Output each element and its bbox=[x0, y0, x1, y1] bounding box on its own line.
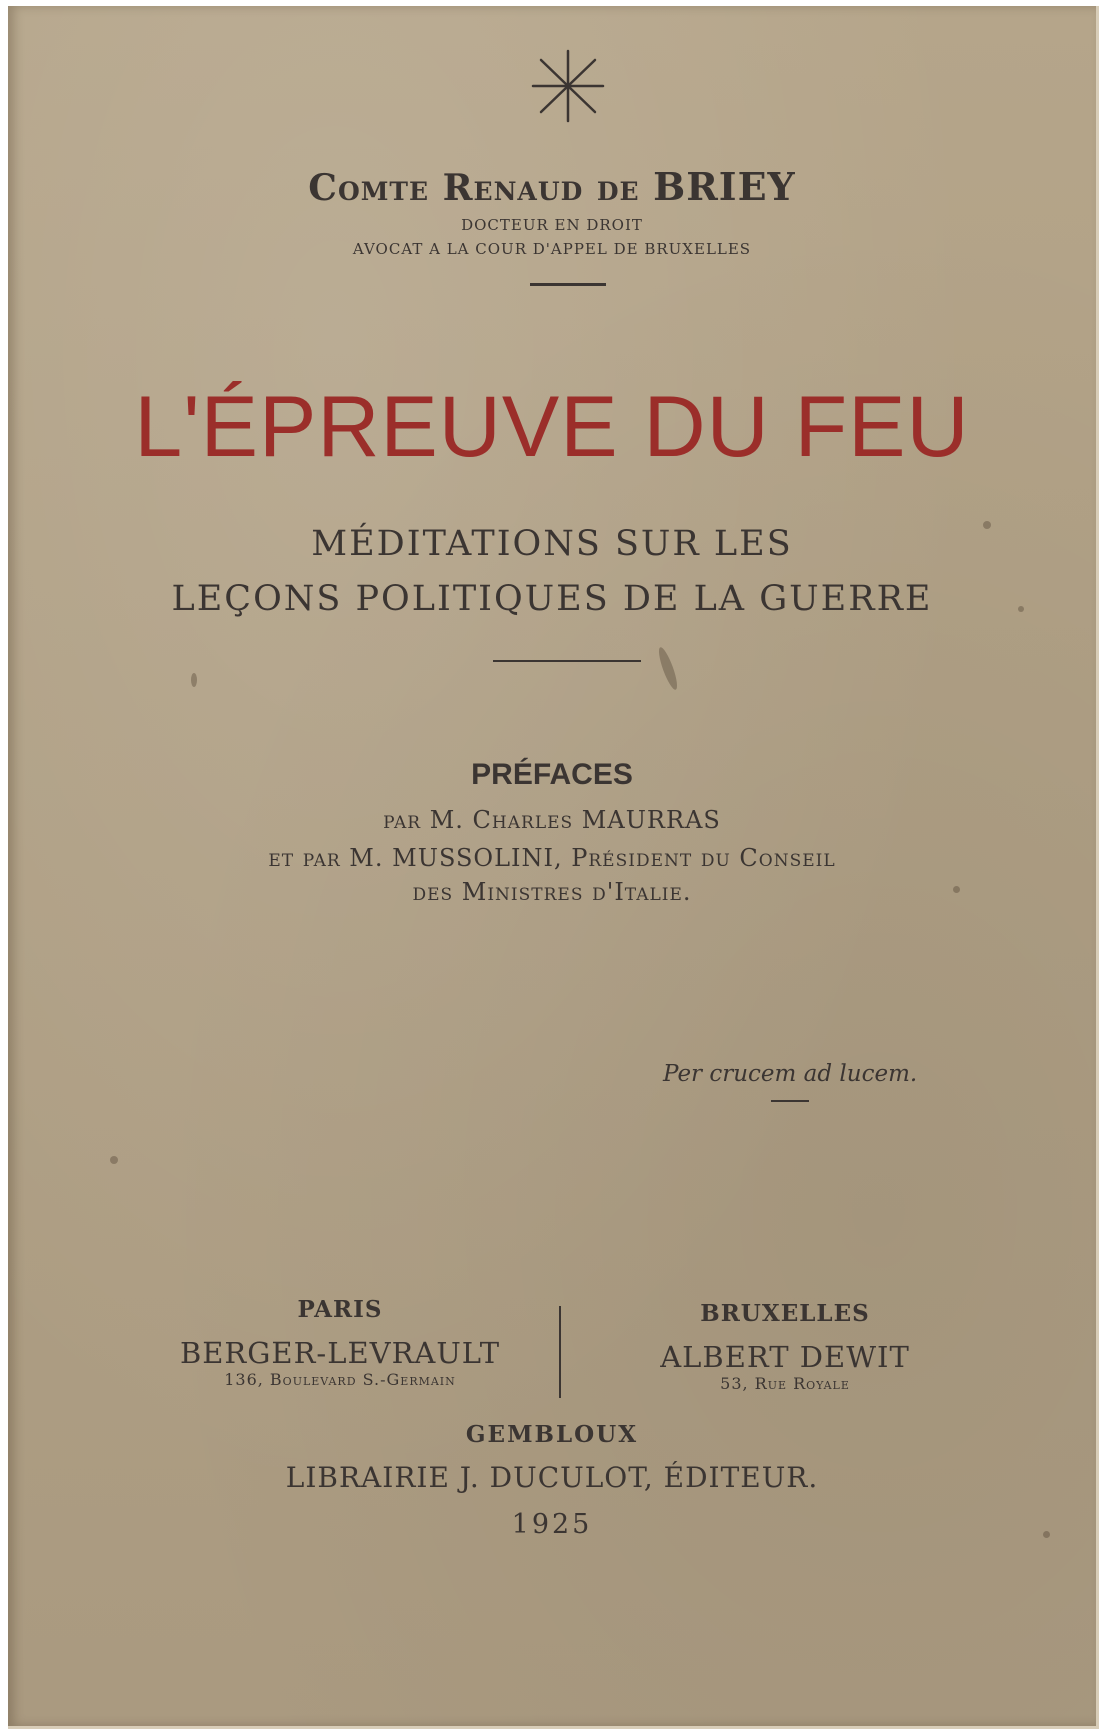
main-publisher-city: GEMBLOUX bbox=[465, 1421, 639, 1448]
publisher-city: PARIS bbox=[297, 1296, 383, 1323]
preface-line3: des Ministres d'Italie. bbox=[412, 878, 692, 906]
foxing-spot bbox=[656, 646, 681, 692]
subtitle-line1: MÉDITATIONS SUR LES bbox=[311, 524, 793, 564]
publication-year: 1925 bbox=[511, 1509, 593, 1540]
author-surname: BRIEY bbox=[653, 164, 796, 209]
publisher-address: 53, Rue Royale bbox=[720, 1374, 850, 1393]
book-cover bbox=[8, 6, 1099, 1729]
book-title: L'ÉPREUVE DU FEU bbox=[134, 379, 970, 475]
star-ornament-icon bbox=[523, 46, 613, 126]
motto: Per crucem ad lucem. bbox=[663, 1061, 918, 1087]
foxing-spot bbox=[983, 521, 991, 529]
author-title-line2: AVOCAT A LA COUR D'APPEL DE BRUXELLES bbox=[352, 240, 752, 258]
preface-line2: et par M. MUSSOLINI, Président du Conseil bbox=[268, 844, 836, 872]
publisher-address: 136, Boulevard S.-Germain bbox=[224, 1370, 456, 1389]
foxing-spot bbox=[191, 673, 197, 687]
divider-rule bbox=[493, 660, 641, 662]
publisher-bruxelles bbox=[575, 1300, 995, 1393]
vertical-divider bbox=[559, 1306, 561, 1398]
foxing-spot bbox=[1043, 1531, 1050, 1538]
prefaces-heading: PRÉFACES bbox=[471, 758, 633, 791]
main-publisher-name: LIBRAIRIE J. DUCULOT, ÉDITEUR. bbox=[285, 1461, 819, 1494]
divider-rule bbox=[771, 1100, 809, 1102]
publisher-name: ALBERT DEWIT bbox=[660, 1340, 910, 1374]
author-name bbox=[8, 164, 1096, 209]
author-name-part1: Comte Renaud de bbox=[308, 167, 654, 209]
preface-line1: par M. Charles MAURRAS bbox=[383, 806, 721, 834]
publisher-paris bbox=[130, 1296, 550, 1389]
foxing-spot bbox=[110, 1156, 118, 1164]
foxing-spot bbox=[953, 886, 960, 893]
divider-rule bbox=[530, 283, 606, 286]
author-title-line1: DOCTEUR EN DROIT bbox=[461, 216, 643, 234]
publisher-city: BRUXELLES bbox=[700, 1300, 870, 1327]
publisher-name: BERGER-LEVRAULT bbox=[179, 1336, 501, 1370]
subtitle-line2: LEÇONS POLITIQUES DE LA GUERRE bbox=[171, 579, 933, 619]
foxing-spot bbox=[1018, 606, 1024, 612]
